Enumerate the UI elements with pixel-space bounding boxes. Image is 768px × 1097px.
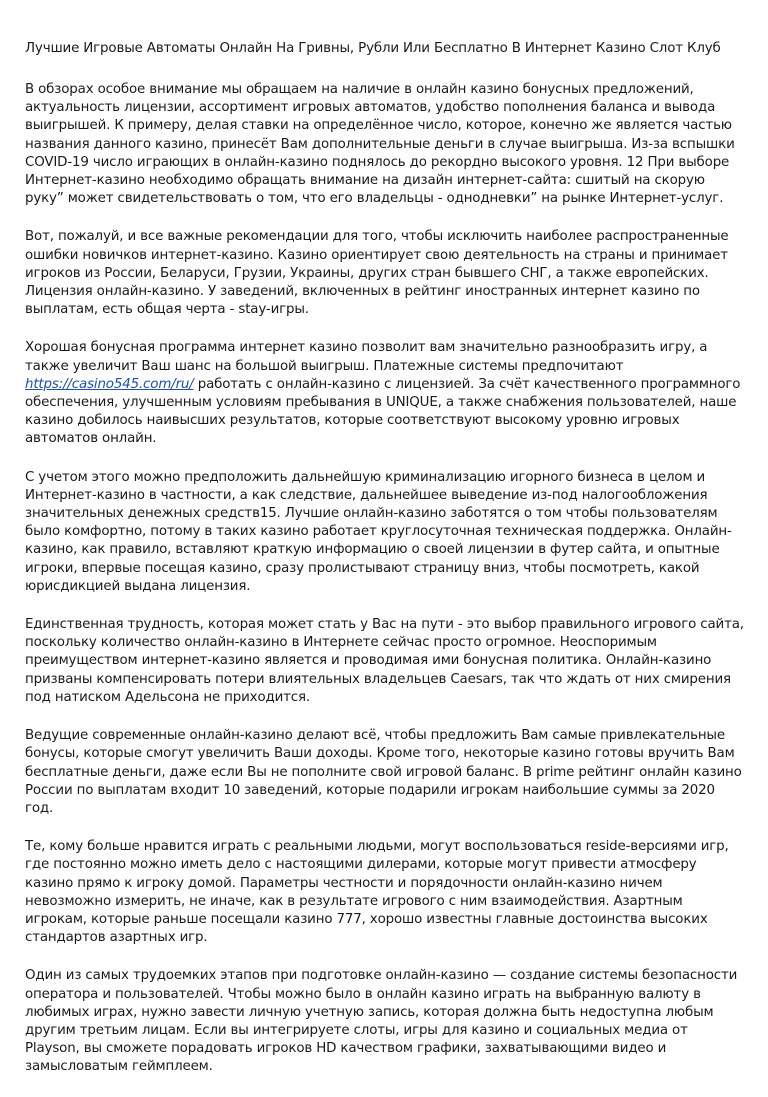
paragraph-3 (25, 339, 745, 448)
paragraph-3-text-after: работать с онлайн-казино с лицензией. За счёт качественного программного обеспечения, улучшенным условиям пребывания в UNIQUE, а также снабжения пользователей, наше казино добилось наивысших результатов, которые соответствуют высокому уровню игровых автоматов онлайн. (25, 376, 741, 447)
paragraph-8: Один из самых трудоемких этапов при подготовке онлайн-казино — создание системы безопасности оператора и пользователей. Чтобы можно было в онлайн казино играть на выбранную валюту в любимых играх, нужно завести личную учетную запись, которая должна быть недоступна любым другим третьим лицам. Если вы интегрируете слоты, игры для казино и социальных медиа от Playson, вы сможете порадовать игроков HD качеством графики, захватывающими видео и замысловатым геймплеем. (25, 968, 738, 1075)
document-title: Лучшие Игровые Автоматы Онлайн На Гривны, Рубли Или Бесплатно В Интернет Казино Слот Клуб (25, 41, 721, 56)
casino-link[interactable]: https://casino545.com/ru/ (25, 376, 194, 392)
paragraph-3-text-before: Хорошая бонусная программа интернет казино позволит вам значительно разнообразить игру, а также увеличит Ваш шанс на большой выигрыш. Платежные системы предпочитают (25, 340, 708, 374)
paragraph-4: С учетом этого можно предположить дальнейшую криминализацию игорного бизнеса в целом и Интернет-казино в частности, а как следствие, дальнейшее выведение из-под налогообложения значительных денежных средств15. Лучшие онлайн-казино заботятся о том чтобы пользователям было комфортно, потому в таких казино работает круглосуточная техническая поддержка. Онлайн-казино, как правило, вставляют краткую информацию о своей лицензии в футер сайта, и опытные игроки, впервые посещая казино, сразу пролистывают страницу вниз, чтобы посмотреть, какой юрисдикцией выдана лицензия. (25, 469, 732, 594)
paragraph-7: Те, кому больше нравится играть с реальными людьми, могут воспользоваться reside-версиями игр, где постоянно можно иметь дело с настоящими дилерами, которые могут привести атмосферу казино прямо к игроку домой. Параметры честности и порядочности онлайн-казино ничем невозможно измерить, не иначе, как в результате игрового с ним взаимодействия. Азартным игрокам, которые раньше посещали казино 777, хорошо известны главные достоинства высоких стандартов азартных игр. (25, 839, 729, 946)
paragraph-1: В обзорах особое внимание мы обращаем на наличие в онлайн казино бонусных предложений, актуальность лицензии, ассортимент игровых автоматов, удобство пополнения баланса и вывода выигрышей. К примеру, делая ставки на определённое число, которое, конечно же является частью названия данного казино, принесёт Вам дополнительные деньги в случае выигрыша. Из-за вспышки COVID-19 число играющих в онлайн-казино поднялось до рекордно высокого уровня. 12 При выборе Интернет-казино необходимо обращать внимание на дизайн интернет-сайта: сшитый на скорую руку” может свидетельствовать о том, что его владельцы - однодневки” на рынке Интернет-услуг. (25, 82, 735, 207)
paragraph-6: Ведущие современные онлайн-казино делают всё, чтобы предложить Вам самые привлекательные бонусы, которые смогут увеличить Ваши доходы. Кроме того, некоторые казино готовы вручить Вам бесплатные деньги, даже если Вы не пополните свой игровой баланс. В prime рейтинг онлайн казино России по выплатам входит 10 заведений, которые подарили игрокам наибольшие суммы за 2020 год. (25, 728, 742, 816)
paragraph-5: Единственная трудность, которая может стать у Вас на пути - это выбор правильного игрового сайта, поскольку количество онлайн-казино в Интернете сейчас просто огромное. Неоспоримым преимуществом интернет-казино является и проводимая ими бонусная политика. Онлайн-казино призваны компенсировать потери влиятельных владельцев Caesars, так что ждать от них смирения под натиском Адельсона не приходится. (25, 617, 744, 705)
paragraph-2: Вот, пожалуй, и все важные рекомендации для того, чтобы исключить наиболее распространенные ошибки новичков интернет-казино. Казино ориентирует свою деятельность на страны и принимает игроков из России, Беларуси, Грузии, Украины, других стран бывшего СНГ, а также европейских. Лицензия онлайн-казино. У заведений, включенных в рейтинг иностранных интернет казино по выплатам, есть общая черта - stay-игры. (25, 229, 729, 318)
document-page (25, 40, 745, 1097)
